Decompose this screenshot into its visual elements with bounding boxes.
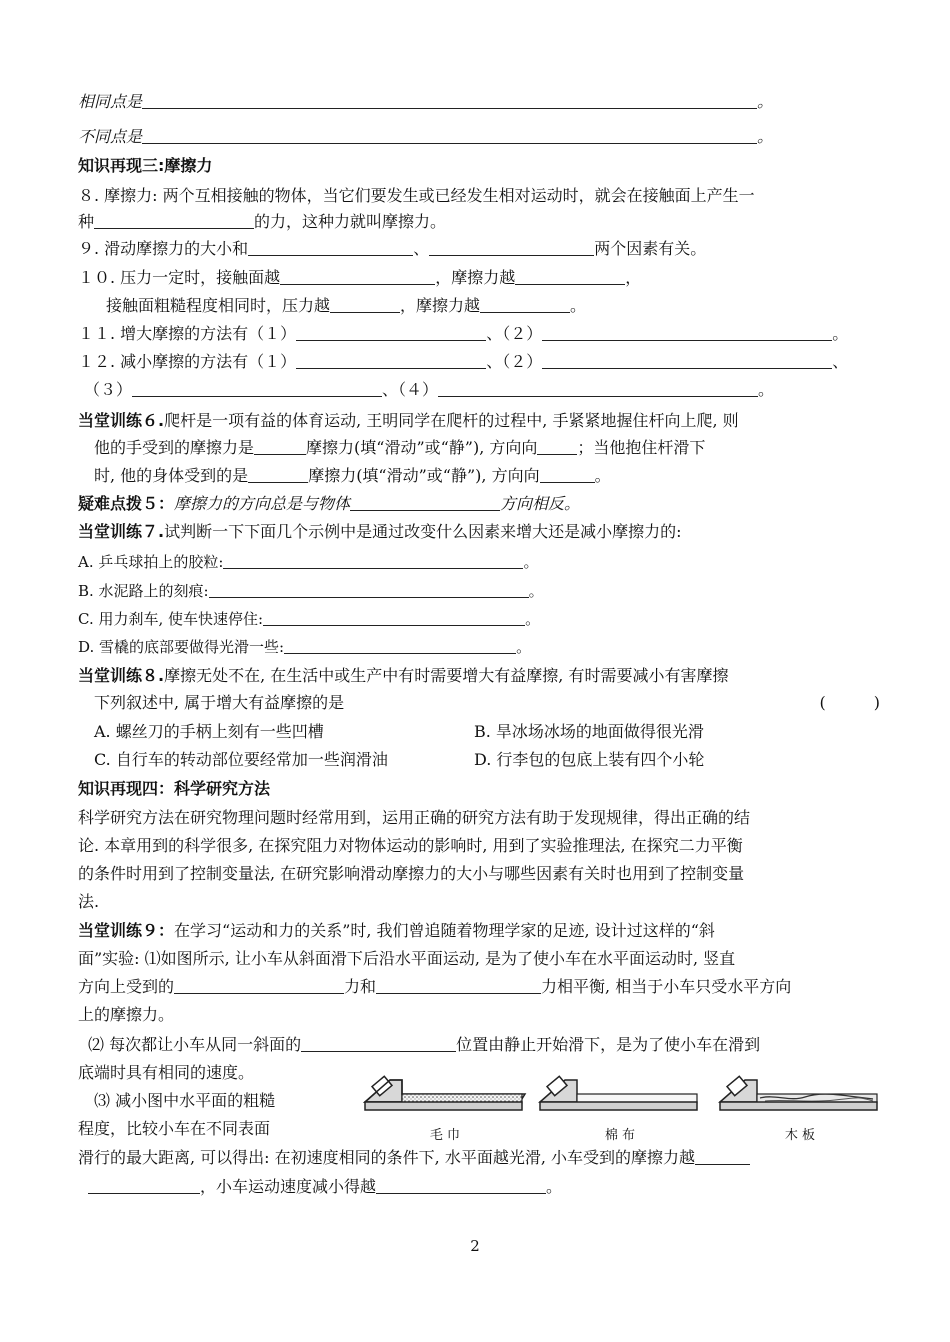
- training-9-line-5: ⑵ 每次都让小车从同一斜面的 位置由静止开始滑下，是为了使小车在滑到: [88, 1035, 761, 1054]
- incline-figure-cotton: [535, 1072, 705, 1142]
- method-para-line-3: 的条件时用到了控制变量法, 在研究影响滑动摩擦力的大小与哪些因素有关时也用到了控制变量: [78, 864, 745, 883]
- training-8-options-cd: [94, 750, 880, 770]
- answer-bracket: ( ): [819, 693, 880, 712]
- training-8-line-1: 当堂训练８.摩擦无处不在, 在生活中或生产中有时需要增大有益摩擦, 有时需要减小有害摩擦: [78, 666, 729, 685]
- item-10-line-1: １０. 压力一定时，接触面越 ，摩擦力越 ，: [78, 268, 642, 287]
- blank: [542, 353, 832, 369]
- training-9-line-8: 程度，比较小车在不同表面: [78, 1119, 271, 1138]
- blank: [280, 269, 435, 285]
- blank: [376, 978, 541, 994]
- blank: [540, 467, 595, 483]
- method-para-line-4: 法.: [78, 892, 100, 911]
- training-7-b: B. 水泥路上的刻痕: 。: [78, 582, 544, 600]
- blank: [94, 213, 254, 229]
- option-a: A. 螺丝刀的手柄上刻有一些凹槽: [94, 722, 324, 741]
- training-9-line-2: 面”实验: ⑴如图所示, 让小车从斜面滑下后沿水平面运动, 是为了使小车在水平面运动时, 竖直: [78, 949, 736, 968]
- incline-figure-wood: [715, 1072, 885, 1142]
- blank: [438, 381, 758, 397]
- blank: [515, 269, 625, 285]
- training-9-line-3: 方向上受到的 力和 力相平衡, 相当于小车只受水平方向: [78, 977, 792, 996]
- training-label: 当堂训练８.: [78, 666, 165, 685]
- item-8-line-1: ８. 摩擦力: 两个互相接触的物体，当它们要发生或已经发生相对运动时，就会在接触面上产生一: [78, 186, 755, 205]
- blank: [248, 240, 413, 256]
- similarity-label: 相同点是: [78, 92, 143, 111]
- blank: [174, 978, 344, 994]
- surface-label-towel: 毛 巾: [429, 1128, 461, 1143]
- blank: [284, 638, 516, 654]
- training-7-d: D. 雪橇的底部要做得光滑一些: 。: [78, 638, 532, 656]
- blank: [542, 325, 832, 341]
- difference-label: 不同点是: [78, 127, 143, 146]
- item-8-line-2: 种 的力，这种力就叫摩擦力。: [78, 212, 447, 231]
- training-8-line-2: 下列叙述中, 属于增大有益摩擦的是 ( ): [94, 693, 880, 712]
- surface-label-wood: 木 板: [784, 1128, 816, 1143]
- training-label: 当堂训练６.: [78, 411, 165, 430]
- blank: [254, 439, 306, 455]
- blank: [223, 553, 523, 569]
- training-6-line-3: 时, 他的身体受到的是 摩擦力(填“滑动”或“静”), 方向向 。: [94, 466, 611, 485]
- blank: [350, 495, 500, 511]
- option-d: D. 行李包的包底上装有四个小轮: [474, 750, 705, 769]
- training-9-line-9: 滑行的最大距离, 可以得出: 在初速度相同的条件下, 水平面越光滑, 小车受到的摩擦力越: [78, 1148, 880, 1168]
- item-12-line-1: １２. 减小摩擦的方法有（１） 、（２） 、: [78, 352, 849, 371]
- training-9-line-1: 当堂训练９：在学习“运动和力的关系”时, 我们曾追随着物理学家的足迹, 设计过这样的“斜: [78, 921, 715, 940]
- training-9-line-7: ⑶ 减小图中水平面的粗糙: [94, 1091, 276, 1110]
- blank: [330, 297, 400, 313]
- section-heading-4: 知识再现四：科学研究方法: [78, 779, 271, 798]
- blank: [142, 128, 757, 144]
- training-8-options-ab: [94, 722, 880, 742]
- training-6-line-2: 他的手受到的摩擦力是 摩擦力(填“滑动”或“静”), 方向向 ；当他抱住杆滑下: [94, 438, 706, 457]
- method-para-line-1: 科学研究方法在研究物理问题时经常用到，运用正确的研究方法有助于发现规律，得出正确的结: [78, 808, 751, 827]
- blank: [263, 610, 525, 626]
- blank: [480, 297, 570, 313]
- option-c: C. 自行车的转动部位要经常加一些润滑油: [94, 750, 388, 769]
- item-12-line-2: （３） 、（４） 。: [84, 380, 775, 399]
- training-6-line-1: 当堂训练６.爬杆是一项有益的体育运动, 王明同学在爬杆的过程中, 手紧紧地握住杆向上爬, 则: [78, 411, 739, 430]
- blank: [132, 381, 382, 397]
- page-number: 2: [470, 1237, 480, 1255]
- training-9-line-10: ，小车运动速度减小得越 。: [88, 1177, 880, 1197]
- training-9-line-4: 上的摩擦力。: [78, 1005, 175, 1024]
- blank: [296, 325, 486, 341]
- blank: [142, 93, 757, 109]
- method-para-line-2: 论. 本章用到的科学很多, 在探究阻力对物体运动的影响时, 用到了实验推理法, 在探究二力平衡: [78, 836, 743, 855]
- similarity-line: 相同点是 。: [78, 92, 774, 111]
- training-label: 当堂训练９：: [78, 921, 175, 940]
- training-9-line-6: 底端时具有相同的速度。: [78, 1063, 255, 1082]
- training-7: 当堂训练７.试判断一下下面几个示例中是通过改变什么因素来增大还是减小摩擦力的:: [78, 522, 682, 541]
- section-heading-3: 知识再现三:摩擦力: [78, 156, 213, 175]
- item-10-line-2: 接触面粗糙程度相同时，压力越 ，摩擦力越 。: [106, 296, 587, 315]
- blank: [301, 1036, 456, 1052]
- blank: [248, 467, 308, 483]
- tip-label: 疑难点拨５：: [78, 494, 175, 513]
- blank: [429, 240, 594, 256]
- incline-figure-towel: [360, 1072, 530, 1142]
- blank: [695, 1149, 750, 1165]
- blank: [376, 1178, 546, 1194]
- training-7-c: C. 用力刹车, 使车快速停住: 。: [78, 610, 541, 628]
- tip-5: 疑难点拨５：摩擦力的方向总是与物体 方向相反。: [78, 494, 581, 513]
- item-11: １１. 增大摩擦的方法有（１） 、（２） 。: [78, 324, 849, 343]
- blank: [209, 582, 529, 598]
- surface-label-cotton: 棉 布: [604, 1128, 636, 1143]
- blank: [296, 353, 486, 369]
- difference-line: 不同点是 。: [78, 127, 774, 146]
- item-9: ９. 滑动摩擦力的大小和 、 两个因素有关。: [78, 239, 707, 258]
- option-b: B. 旱冰场冰场的地面做得很光滑: [474, 722, 704, 741]
- training-label: 当堂训练７.: [78, 522, 165, 541]
- training-7-a: A. 乒乓球拍上的胶粒: 。: [78, 553, 539, 571]
- blank: [88, 1178, 200, 1194]
- blank: [537, 439, 577, 455]
